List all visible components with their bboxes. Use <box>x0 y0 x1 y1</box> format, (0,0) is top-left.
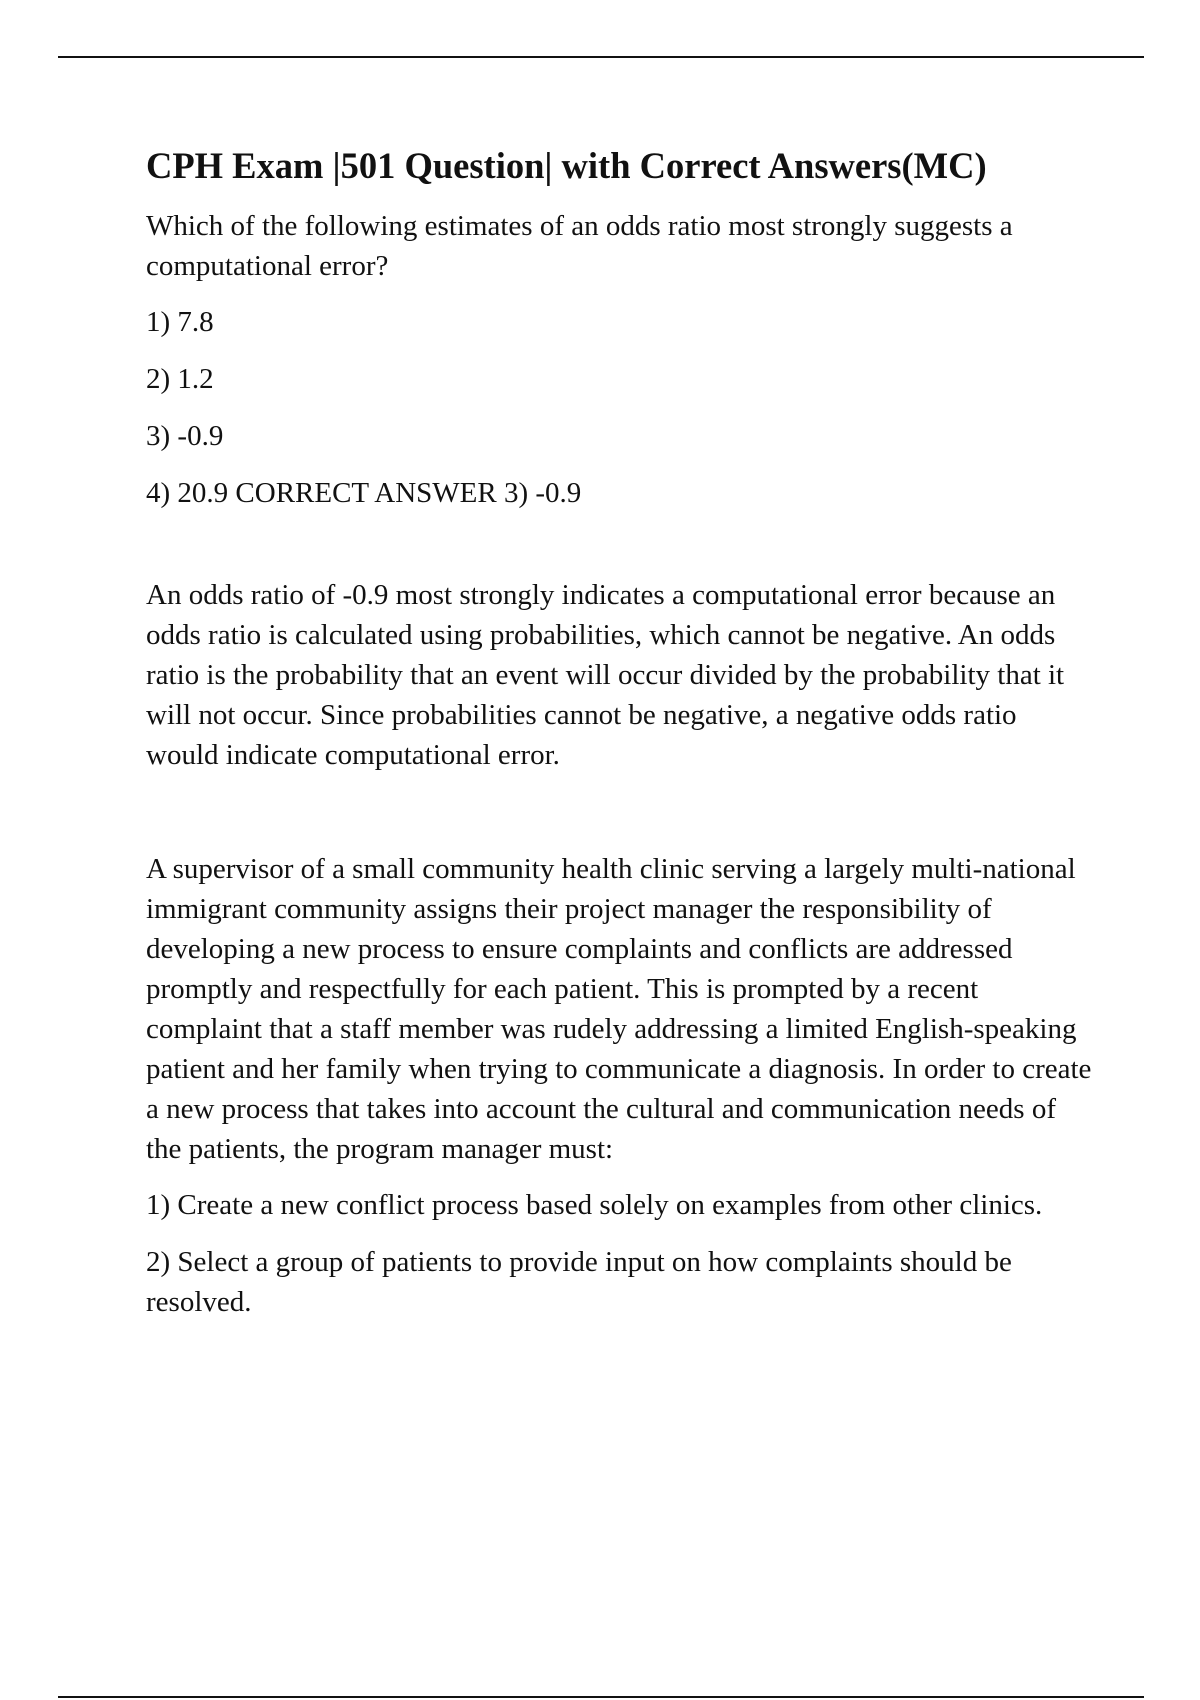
document-title: CPH Exam |501 Question| with Correct Answers(MC) <box>146 145 987 186</box>
question2-option: 2) Select a group of patients to provide input on how complaints should be resolved. <box>146 1246 1012 1318</box>
question2-option: 1) Create a new conflict process based solely on examples from other clinics. <box>146 1189 1043 1221</box>
question1-option: 3) -0.9 <box>146 420 224 452</box>
top-rule <box>58 56 1144 58</box>
question1-options <box>146 302 1096 513</box>
question2-options <box>146 1185 1096 1322</box>
question1-option-with-answer: 4) 20.9 CORRECT ANSWER 3) -0.9 <box>146 477 582 509</box>
question1-option: 2) 1.2 <box>146 363 214 395</box>
page-content <box>146 140 1096 1339</box>
question1-explanation: An odds ratio of -0.9 most strongly indicates a computational error because an odds ratio is calculated using probabilities, which cannot be negative. An odds ratio is the probability that an event will occur divided by the probability that it will not occur. Since probabilities cannot be negative, a negative odds ratio would indicate computational error. <box>146 579 1065 771</box>
question1-option: 1) 7.8 <box>146 306 214 338</box>
bottom-rule <box>58 1696 1144 1698</box>
question2-stem: A supervisor of a small community health clinic serving a largely multi-national immigrant community assigns their project manager the responsibility of developing a new process to ensure complaints and conflicts are addressed promptly and respectfully for each patient. This is prompted by a recent complaint that a staff member was rudely addressing a limited English-speaking patient and her family when trying to communicate a diagnosis. In order to create a new process that takes into account the cultural and communication needs of the patients, the program manager must: <box>146 853 1092 1165</box>
question1-stem: Which of the following estimates of an odds ratio most strongly suggests a computational error? <box>146 210 1013 282</box>
